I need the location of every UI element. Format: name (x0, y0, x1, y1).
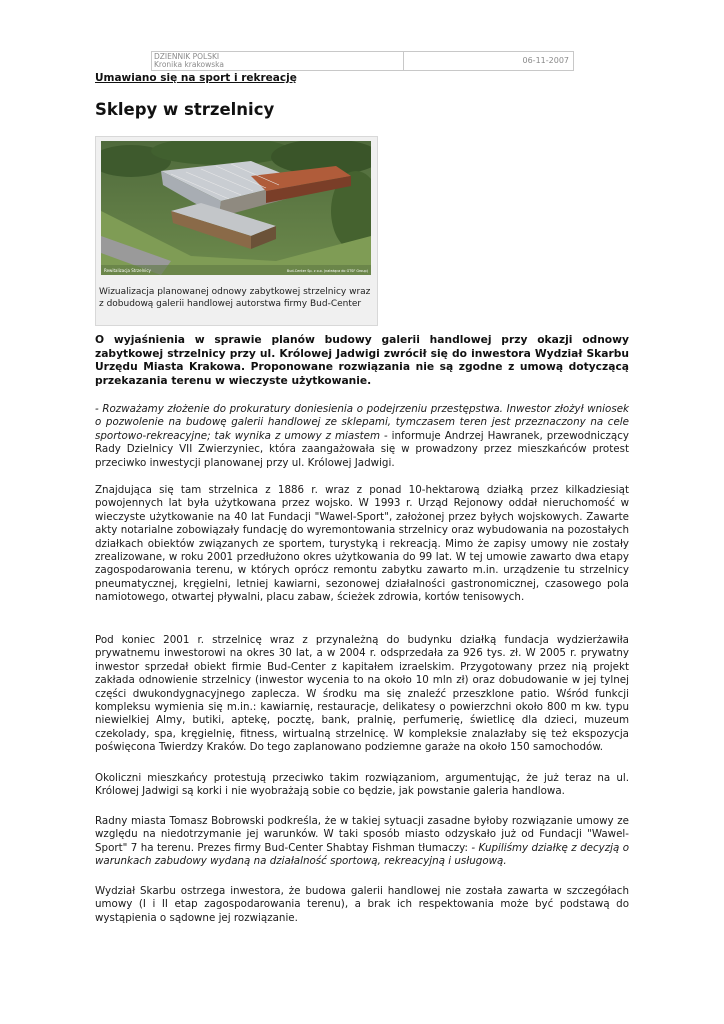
image-caption: Wizualizacja planowanej odnowy zabytkowej strzelnicy wraz z dobudową galerii handlowej autorstwa firmy Bud-Center (99, 287, 371, 309)
paragraph-5 (95, 815, 629, 869)
image-label-left: Rewitalizacja Strzelnicy (104, 268, 151, 273)
article-figure (95, 136, 378, 326)
paragraph-3: Pod koniec 2001 r. strzelnicę wraz z przynależną do budynku działką fundacja wydzierżawiła prywatnemu inwestorowi na okres 30 lat, a w 2004 r. odsprzedała za 926 tys. zł. W 2005 r. prywatny inwestor sprzedał obiekt firmie Bud-Center z kapitałem izraelskim. Przygotowany przez nią projekt zakłada odnowienie strzelnicy (inwestor wycenia to na około 10 mln zł) oraz dobudowanie w jej tylnej części dwukondygnacyjnego zaplecza. W środku ma się znaleźć przeszklone patio. Wśród funkcji kompleksu wymienia się m.in.: kawiarnię, restauracje, delikatesy o powierzchni około 800 m kw. typu niewielkiej Almy, butiki, aptekę, pocztę, bank, pralnię, perfumerię, świetlicę dla dzieci, muzeum czekolady, spa, kręgielnię, fitness, wirtualną strzelnicę. W kompleksie znalazłaby się też ekspozycja poświęcona Twierdzy Kraków. Do tego zaplanowano podziemne garaże na około 150 samochodów. (95, 634, 629, 754)
building-visualization-image (101, 141, 371, 275)
paragraph-1-text: - informuje Andrzej Hawranek, przewodniczący Rady Dzielnicy VII Zwierzyniec, która zaangażowała się w prowadzony przez mieszkańców protest przeciwko inwestycji planowanej przy ul. Królowej Jadwigi. (95, 429, 629, 469)
image-label-right: Bud-Center Sp. z o.o. (należąca do GTSF Group) (286, 269, 368, 273)
quote-italic-2: - Kupiliśmy działkę z decyzją o warunkach zabudowy wydaną na działalność sportową, rekreacyjną i usługową. (95, 841, 629, 868)
article-lead: O wyjaśnienia w sprawie planów budowy galerii handlowej przy okazji odnowy zabytkowej strzelnicy przy ul. Królowej Jadwigi zwrócił się do inwestora Wydział Skarbu Urzędu Miasta Krakowa. Proponowane rozwiązania nie są zgodne z umową dotyczącą przekazania terenu w wieczyste użytkowanie. (95, 333, 629, 387)
newspaper-section: Kronika krakowska (154, 60, 224, 69)
article-kicker: Umawiano się na sport i rekreację (95, 72, 297, 84)
paragraph-4: Okoliczni mieszkańcy protestują przeciwko takim rozwiązaniom, argumentując, że już teraz na ul. Królowej Jadwigi są korki i nie wyobrażają sobie co będzie, jak powstanie galeria handlowa. (95, 772, 629, 798)
paragraph-5-text: Radny miasta Tomasz Bobrowski podkreśla, że w takiej sytuacji zasadne byłoby rozwiązanie umowy ze względu na niedotrzymanie jej warunków. W taki sposób miasto odzyskało już od Fundacji "Wawel-Sport" 7 ha terenu. Prezes firmy Bud-Center Shabtay Fishman tłumaczy: (95, 815, 629, 854)
header-source-cell (152, 52, 404, 70)
publication-date: 06-11-2007 (522, 56, 569, 65)
quote-italic: - Rozważamy złożenie do prokuratury doniesienia o podejrzeniu przestępstwa. Inwestor złożył wniosek o pozwolenie na budowę galerii handlowej ze sklepami, tymczasem teren jest przeznaczony na cele sportowo-rekreacyjne; tak wynika z umowy z miastem (95, 403, 629, 442)
paragraph-6: Wydział Skarbu ostrzega inwestora, że budowa galerii handlowej nie została zawarta w szczegółach umowy (I i II etap zagospodarowania terenu), a brak ich respektowania może być podstawą do wystąpienia o sądowne jej rozwiązanie. (95, 885, 629, 924)
newspaper-header (151, 51, 574, 71)
paragraph-1 (95, 403, 629, 470)
paragraph-2: Znajdująca się tam strzelnica z 1886 r. wraz z ponad 10-hektarową działką przez kilkadziesiąt powojennych lat była użytkowana przez wojsko. W 1993 r. Urząd Rejonowy oddał nieruchomość w wieczyste użytkowanie na 40 lat Fundacji "Wawel-Sport", założonej przez byłych wojskowych. Zawarte akty notarialne zobowiązały fundację do wyremontowania strzelnicy oraz wybudowania na pozostałych działkach obiektów związanych ze sportem, turystyką i rekreacją. Mimo że zapisy umowy nie zostały zrealizowane, w roku 2001 przedłużono okres użytkowania do 99 lat. W tej umowie zawarto dwa etapy zagospodarowania terenu, w których oprócz remontu zabytku zawarto m.in. urządzenie tu strzelnicy pneumatycznej, kręgielni, letniej kawiarni, sezonowej działalności gastronomicznej, czasowego pola namiotowego, otwartej pływalni, placu zabaw, ścieżek zdrowia, kortów tenisowych. (95, 484, 629, 604)
article-title: Sklepy w strzelnicy (95, 100, 275, 119)
newspaper-name: DZIENNIK POLSKI (154, 52, 220, 61)
